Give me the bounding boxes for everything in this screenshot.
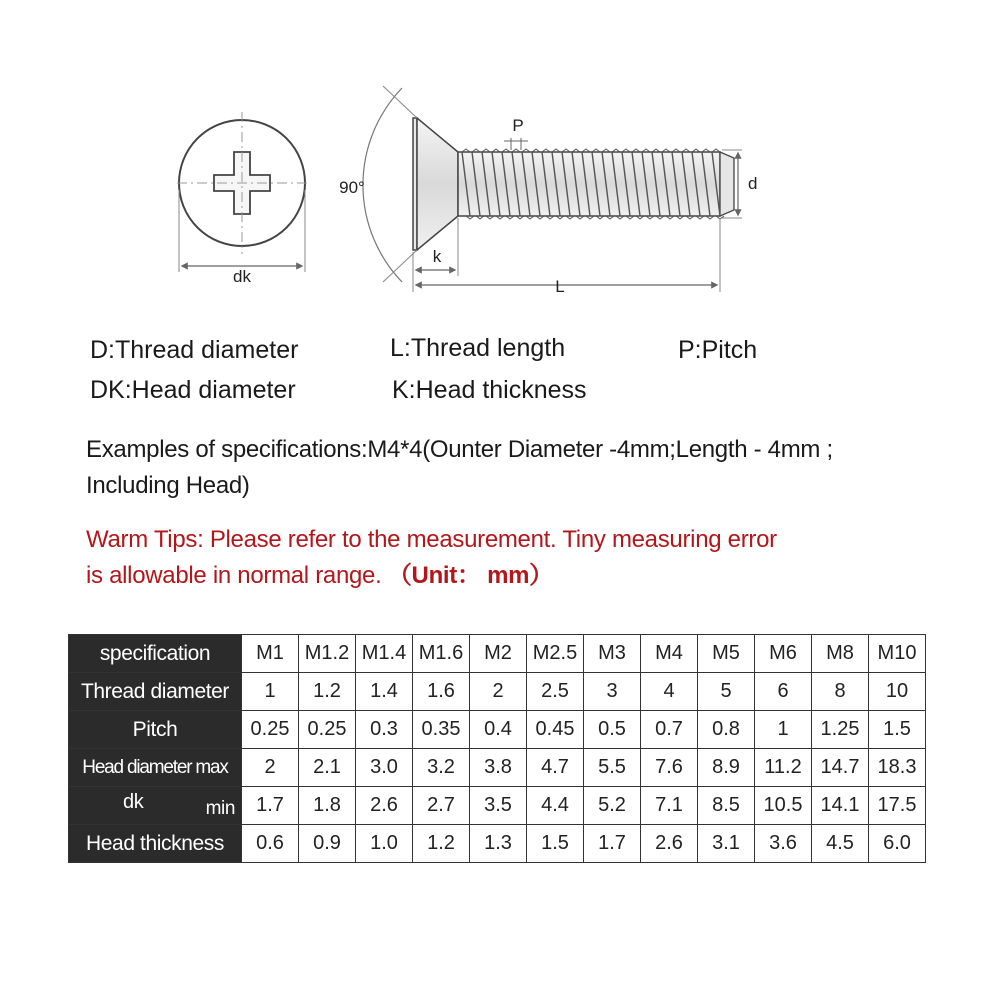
table-row-head-diameter-min [69,787,926,825]
row-header-dk-min [69,787,242,825]
table-cell: 2.6 [356,787,413,825]
table-cell: 2 [242,749,299,787]
table-cell: 1.2 [299,673,356,711]
row-header-head-diameter-max: Head diameter max [69,749,242,787]
table-cell: 0.9 [299,825,356,863]
pitch-label: P [512,116,524,135]
table-cell: 6 [755,673,812,711]
table-cell: 0.35 [413,711,470,749]
table-cell: 1.7 [242,787,299,825]
table-cell: 11.2 [755,749,812,787]
table-cell: 1.5 [869,711,926,749]
table-cell: 4.5 [812,825,869,863]
table-cell: 1.7 [584,825,641,863]
row-header-pitch: Pitch [69,711,242,749]
table-cell: 1.6 [413,673,470,711]
table-cell: 0.6 [242,825,299,863]
table-cell: M4 [641,635,698,673]
table-cell: 3.2 [413,749,470,787]
tips-unit: （Unit： mm） [387,562,553,589]
table-cell: 0.8 [698,711,755,749]
table-cell: 1.5 [527,825,584,863]
table-cell: 6.0 [869,825,926,863]
table-cell: M1.6 [413,635,470,673]
table-cell: 0.4 [470,711,527,749]
example-line-2: Including Head) [86,472,250,499]
table-row-thread-diameter [69,673,926,711]
k-label: k [432,247,442,266]
table-cell: 0.7 [641,711,698,749]
dk-label: dk [233,267,251,286]
screw-dimension-diagram [0,0,1000,310]
table-cell: 3 [584,673,641,711]
table-cell: 3.0 [356,749,413,787]
table-cell: 8.5 [698,787,755,825]
table-cell: 4.4 [527,787,584,825]
table-cell: 8.9 [698,749,755,787]
table-cell: 3.5 [470,787,527,825]
legend-head-thickness: K:Head thickness [392,376,587,404]
angle-label: 90° [339,178,365,197]
table-cell: 0.25 [242,711,299,749]
table-cell: 14.7 [812,749,869,787]
legend-pitch: P:Pitch [678,336,758,364]
table-cell: 2.1 [299,749,356,787]
table-cell: 1.25 [812,711,869,749]
table-cell: 7.6 [641,749,698,787]
table-cell: 5.2 [584,787,641,825]
table-cell: 3.6 [755,825,812,863]
table-cell: 0.25 [299,711,356,749]
tips-line-2 [86,558,946,594]
table-cell: 2.6 [641,825,698,863]
table-cell: 10.5 [755,787,812,825]
table-cell: M8 [812,635,869,673]
table-cell: 1 [242,673,299,711]
table-cell: 1.4 [356,673,413,711]
specification-table [68,634,926,863]
table-row-head-thickness [69,825,926,863]
table-cell: 14.1 [812,787,869,825]
table-cell: 0.45 [527,711,584,749]
table-row-pitch [69,711,926,749]
table-cell: 0.5 [584,711,641,749]
row-header-thread-diameter: Thread diameter [69,673,242,711]
table-cell: 3.8 [470,749,527,787]
table-cell: 8 [812,673,869,711]
legend-thread-length: L:Thread length [390,334,566,362]
tips-line-1: Warm Tips: Please refer to the measurement. Tiny measuring error [86,526,777,553]
table-cell: M5 [698,635,755,673]
table-cell: M1 [242,635,299,673]
row-header-specification: specification [69,635,242,673]
row-header-head-thickness: Head thickness [69,825,242,863]
table-row-head-diameter-max [69,749,926,787]
table-cell: 1.2 [413,825,470,863]
screw-head-top-view [177,112,307,254]
warm-tips [86,522,946,594]
table-cell: M2 [470,635,527,673]
min-label-cell: min [205,798,235,819]
dk-label-cell: dk [123,791,144,813]
table-cell: 1 [755,711,812,749]
d-label: d [748,174,758,193]
legend-head-diameter: DK:Head diameter [90,376,296,404]
table-cell: 2.5 [527,673,584,711]
table-row-specification [69,635,926,673]
table-cell: 10 [869,673,926,711]
l-label: L [555,277,565,296]
table-cell: 1.8 [299,787,356,825]
table-cell: M2.5 [527,635,584,673]
table-cell: 1.3 [470,825,527,863]
table-cell: 7.1 [641,787,698,825]
table-cell: M3 [584,635,641,673]
tips-line-2-text: is allowable in normal range. [86,562,382,589]
table-cell: M1.2 [299,635,356,673]
table-cell: 4.7 [527,749,584,787]
table-cell: 0.3 [356,711,413,749]
table-cell: 4 [641,673,698,711]
table-cell: M10 [869,635,926,673]
example-line-1: Examples of specifications:M4*4(Ounter Diameter -4mm;Length - 4mm ; [86,436,833,463]
table-cell: 17.5 [869,787,926,825]
table-cell: 5 [698,673,755,711]
table-cell: 2 [470,673,527,711]
pitch-dimension [504,116,528,150]
angle-dimension [339,86,417,282]
legend-thread-diameter: D:Thread diameter [90,336,299,364]
table-cell: 1.0 [356,825,413,863]
specification-example [86,432,946,504]
table-cell: 3.1 [698,825,755,863]
table-cell: 5.5 [584,749,641,787]
l-dimension [417,218,720,296]
table-cell: 18.3 [869,749,926,787]
table-cell: M1.4 [356,635,413,673]
table-cell: M6 [755,635,812,673]
table-cell: 2.7 [413,787,470,825]
screw-side-view [413,118,734,250]
